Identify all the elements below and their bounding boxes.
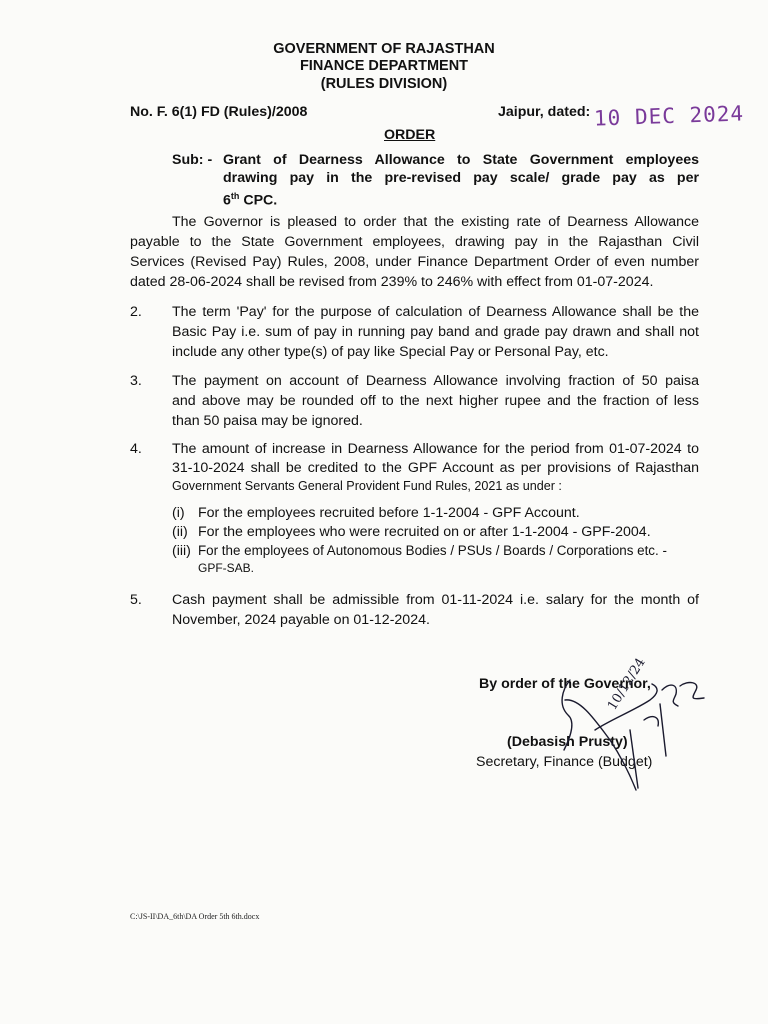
para1-line-1: The Governor is pleased to order that the existing rate of Dearness Allowance	[172, 214, 699, 230]
subject-line-2: drawing pay in the pre-revised pay scale/ grade pay as per	[223, 170, 699, 186]
list-item: For the employees who were recruited on or after 1-1-2004 - GPF-2004.	[198, 524, 651, 540]
para5-number: 5.	[130, 592, 142, 608]
para3-line-1: The payment on account of Dearness Allowance involving fraction of 50 paisa	[172, 373, 699, 389]
list-item-cont: GPF-SAB.	[198, 561, 255, 575]
para3-line-3: than 50 paisa may be ignored.	[172, 413, 363, 429]
by-order-line: By order of the Governor,	[479, 676, 651, 692]
para4-line-2: 31-10-2024 shall be credited to the GPF Account as per provisions of Rajasthan	[172, 460, 699, 476]
header-division: (RULES DIVISION)	[320, 76, 448, 92]
para2-line-1: The term 'Pay' for the purpose of calculation of Dearness Allowance shall be the	[172, 304, 699, 320]
para4-number: 4.	[130, 441, 142, 457]
header-dept: FINANCE DEPARTMENT	[299, 58, 469, 74]
para5-line-1: Cash payment shall be admissible from 01-11-2024 i.e. salary for the month of	[172, 592, 699, 608]
list-item-num: (i)	[172, 505, 185, 521]
para4-line-3: Government Servants General Provident Fund Rules, 2021 as under :	[172, 479, 562, 493]
header-govt: GOVERNMENT OF RAJASTHAN	[273, 41, 495, 57]
para1-line-3: Services (Revised Pay) Rules, 2008, under Finance Department Order of even number	[130, 254, 699, 270]
subject-ordinal: 6	[223, 192, 231, 209]
subject-cpc: CPC.	[243, 192, 278, 209]
para1-line-4: dated 28-06-2024 shall be revised from 239% to 246% with effect from 01-07-2024.	[130, 274, 654, 290]
subject-label: Sub: -	[172, 152, 213, 168]
place-dated: Jaipur, dated:	[498, 104, 591, 120]
para5-line-2: November, 2024 payable on 01-12-2024.	[172, 612, 430, 628]
para2-line-2: Basic Pay i.e. sum of pay in running pay band and grade pay drawn and shall not	[172, 324, 699, 340]
signatory-designation: Secretary, Finance (Budget)	[476, 754, 653, 770]
signatory-name: (Debasish Prusty)	[507, 734, 628, 750]
list-item: For the employees recruited before 1-1-2004 - GPF Account.	[198, 505, 580, 521]
list-item-num: (iii)	[172, 543, 191, 559]
footer-file-path: C:\JS-II\DA_6th\DA Order 5th 6th.docx	[130, 912, 260, 921]
handwritten-date: 10/12/24	[605, 655, 649, 713]
para2-line-3: include any other type(s) of pay like Special Pay or Personal Pay, etc.	[172, 344, 609, 360]
date-stamp: 10 DEC 2024	[593, 101, 745, 131]
para3-number: 3.	[130, 373, 142, 389]
para4-line-1: The amount of increase in Dearness Allowance for the period from 01-07-2024 to	[172, 441, 699, 457]
subject-line-3	[223, 186, 277, 211]
para1-line-2: payable to the State Government employees, drawing pay in the Rajasthan Civil	[130, 234, 699, 250]
para2-number: 2.	[130, 304, 142, 320]
subject-line-1: Grant of Dearness Allowance to State Government employees	[223, 152, 699, 168]
subject-ordinal-sup: th	[230, 191, 240, 201]
order-number: No. F. 6(1) FD (Rules)/2008	[130, 104, 308, 120]
order-title: ORDER	[384, 127, 436, 143]
list-item-num: (ii)	[172, 524, 188, 540]
para3-line-2: and above may be rounded off to the next higher rupee and the fraction of less	[172, 393, 699, 409]
list-item: For the employees of Autonomous Bodies / PSUs / Boards / Corporations etc. -	[198, 543, 667, 558]
